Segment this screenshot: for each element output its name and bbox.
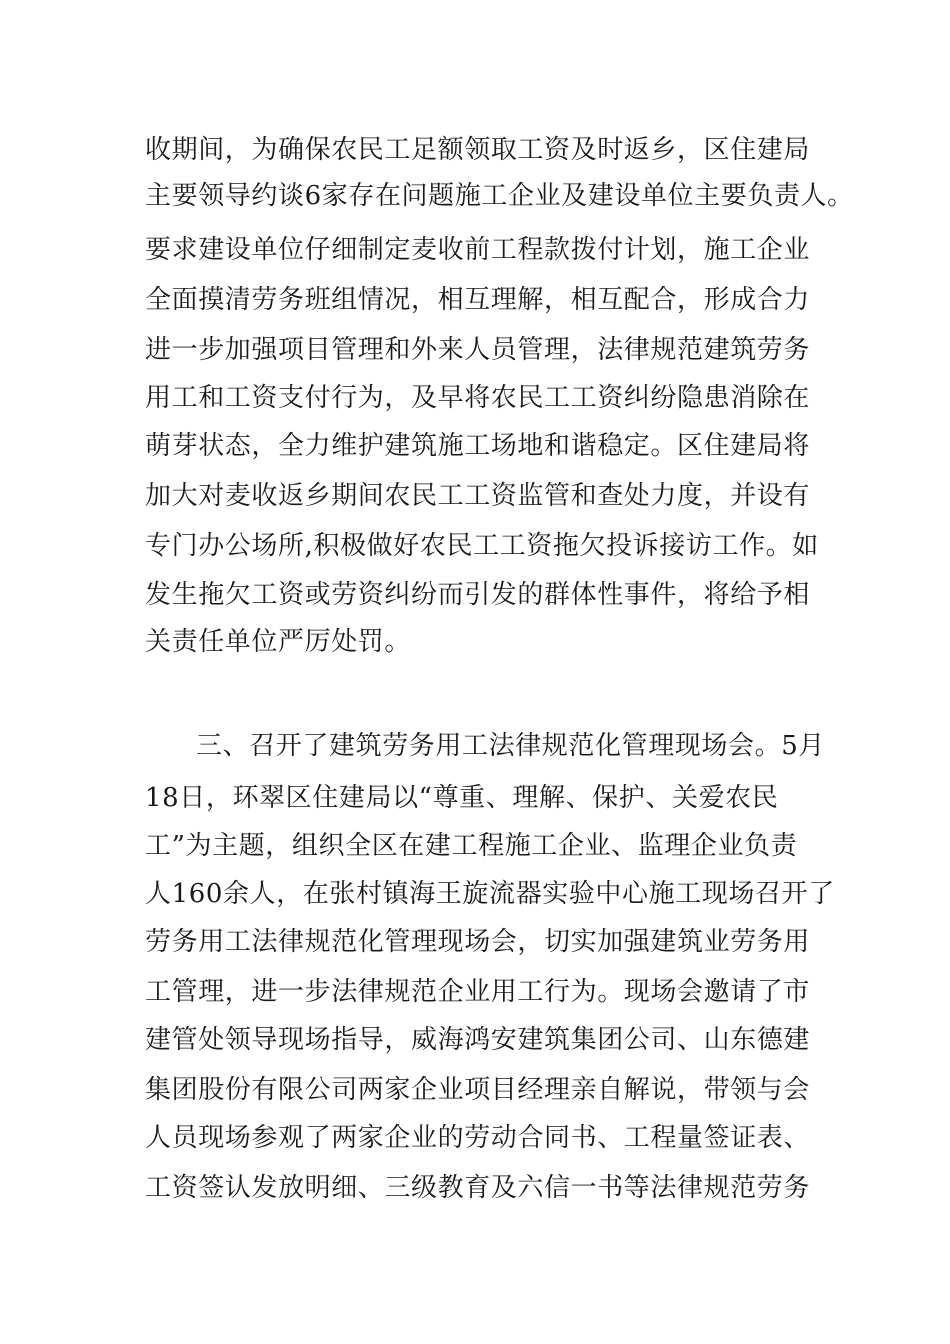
text-line: 用工和工资支付行为，及早将农民工工资纠纷隐患消除在 [145, 383, 811, 413]
text-line: 三、召开了建筑劳务用工法律规范化管理现场会。5月 [196, 731, 825, 761]
text-line: 要求建设单位仔细制定麦收前工程款拨付计划，施工企业 [145, 235, 811, 265]
text-line: 收期间，为确保农民工足额领取工资及时返乡，区住建局 [145, 135, 811, 165]
text-line: 全面摸清劳务班组情况，相互理解，相互配合，形成合力 [145, 285, 811, 315]
text-line: 工”为主题，组织全区在建工程施工企业、监理企业负责 [145, 831, 798, 861]
text-line: 建管处领导现场指导，威海鸿安建筑集团公司、山东德建 [145, 1025, 811, 1055]
text-line: 萌芽状态，全力维护建筑施工场地和谐稳定。区住建局将 [145, 431, 811, 461]
text-line: 进一步加强项目管理和外来人员管理，法律规范建筑劳务 [145, 335, 811, 365]
text-line: 人员现场参观了两家企业的劳动合同书、工程量签证表、 [145, 1123, 811, 1153]
text-line: 集团股份有限公司两家企业项目经理亲自解说，带领与会 [145, 1075, 811, 1105]
text-line: 主要领导约谈6家存在问题施工企业及建设单位主要负责人。 [145, 181, 854, 211]
text-line: 工管理，进一步法律规范企业用工行为。现场会邀请了市 [145, 977, 811, 1007]
text-line: 劳务用工法律规范化管理现场会，切实加强建筑业劳务用 [145, 927, 811, 957]
text-line: 加大对麦收返乡期间农民工工资监管和查处力度，并设有 [145, 481, 811, 511]
text-line: 专门办公场所,积极做好农民工工资拖欠投诉接访工作。如 [145, 531, 819, 561]
text-line: 关责任单位严厉处罚。 [145, 627, 412, 657]
text-line: 发生拖欠工资或劳资纠纷而引发的群体性事件，将给予相 [145, 580, 811, 610]
text-line: 人160余人，在张村镇海王旋流器实验中心施工现场召开了 [145, 879, 835, 909]
text-line: 18日，环翠区住建局以“尊重、理解、保护、关爱农民 [145, 783, 779, 813]
text-line: 工资签认发放明细、三级教育及六信一书等法律规范劳务 [145, 1173, 811, 1203]
